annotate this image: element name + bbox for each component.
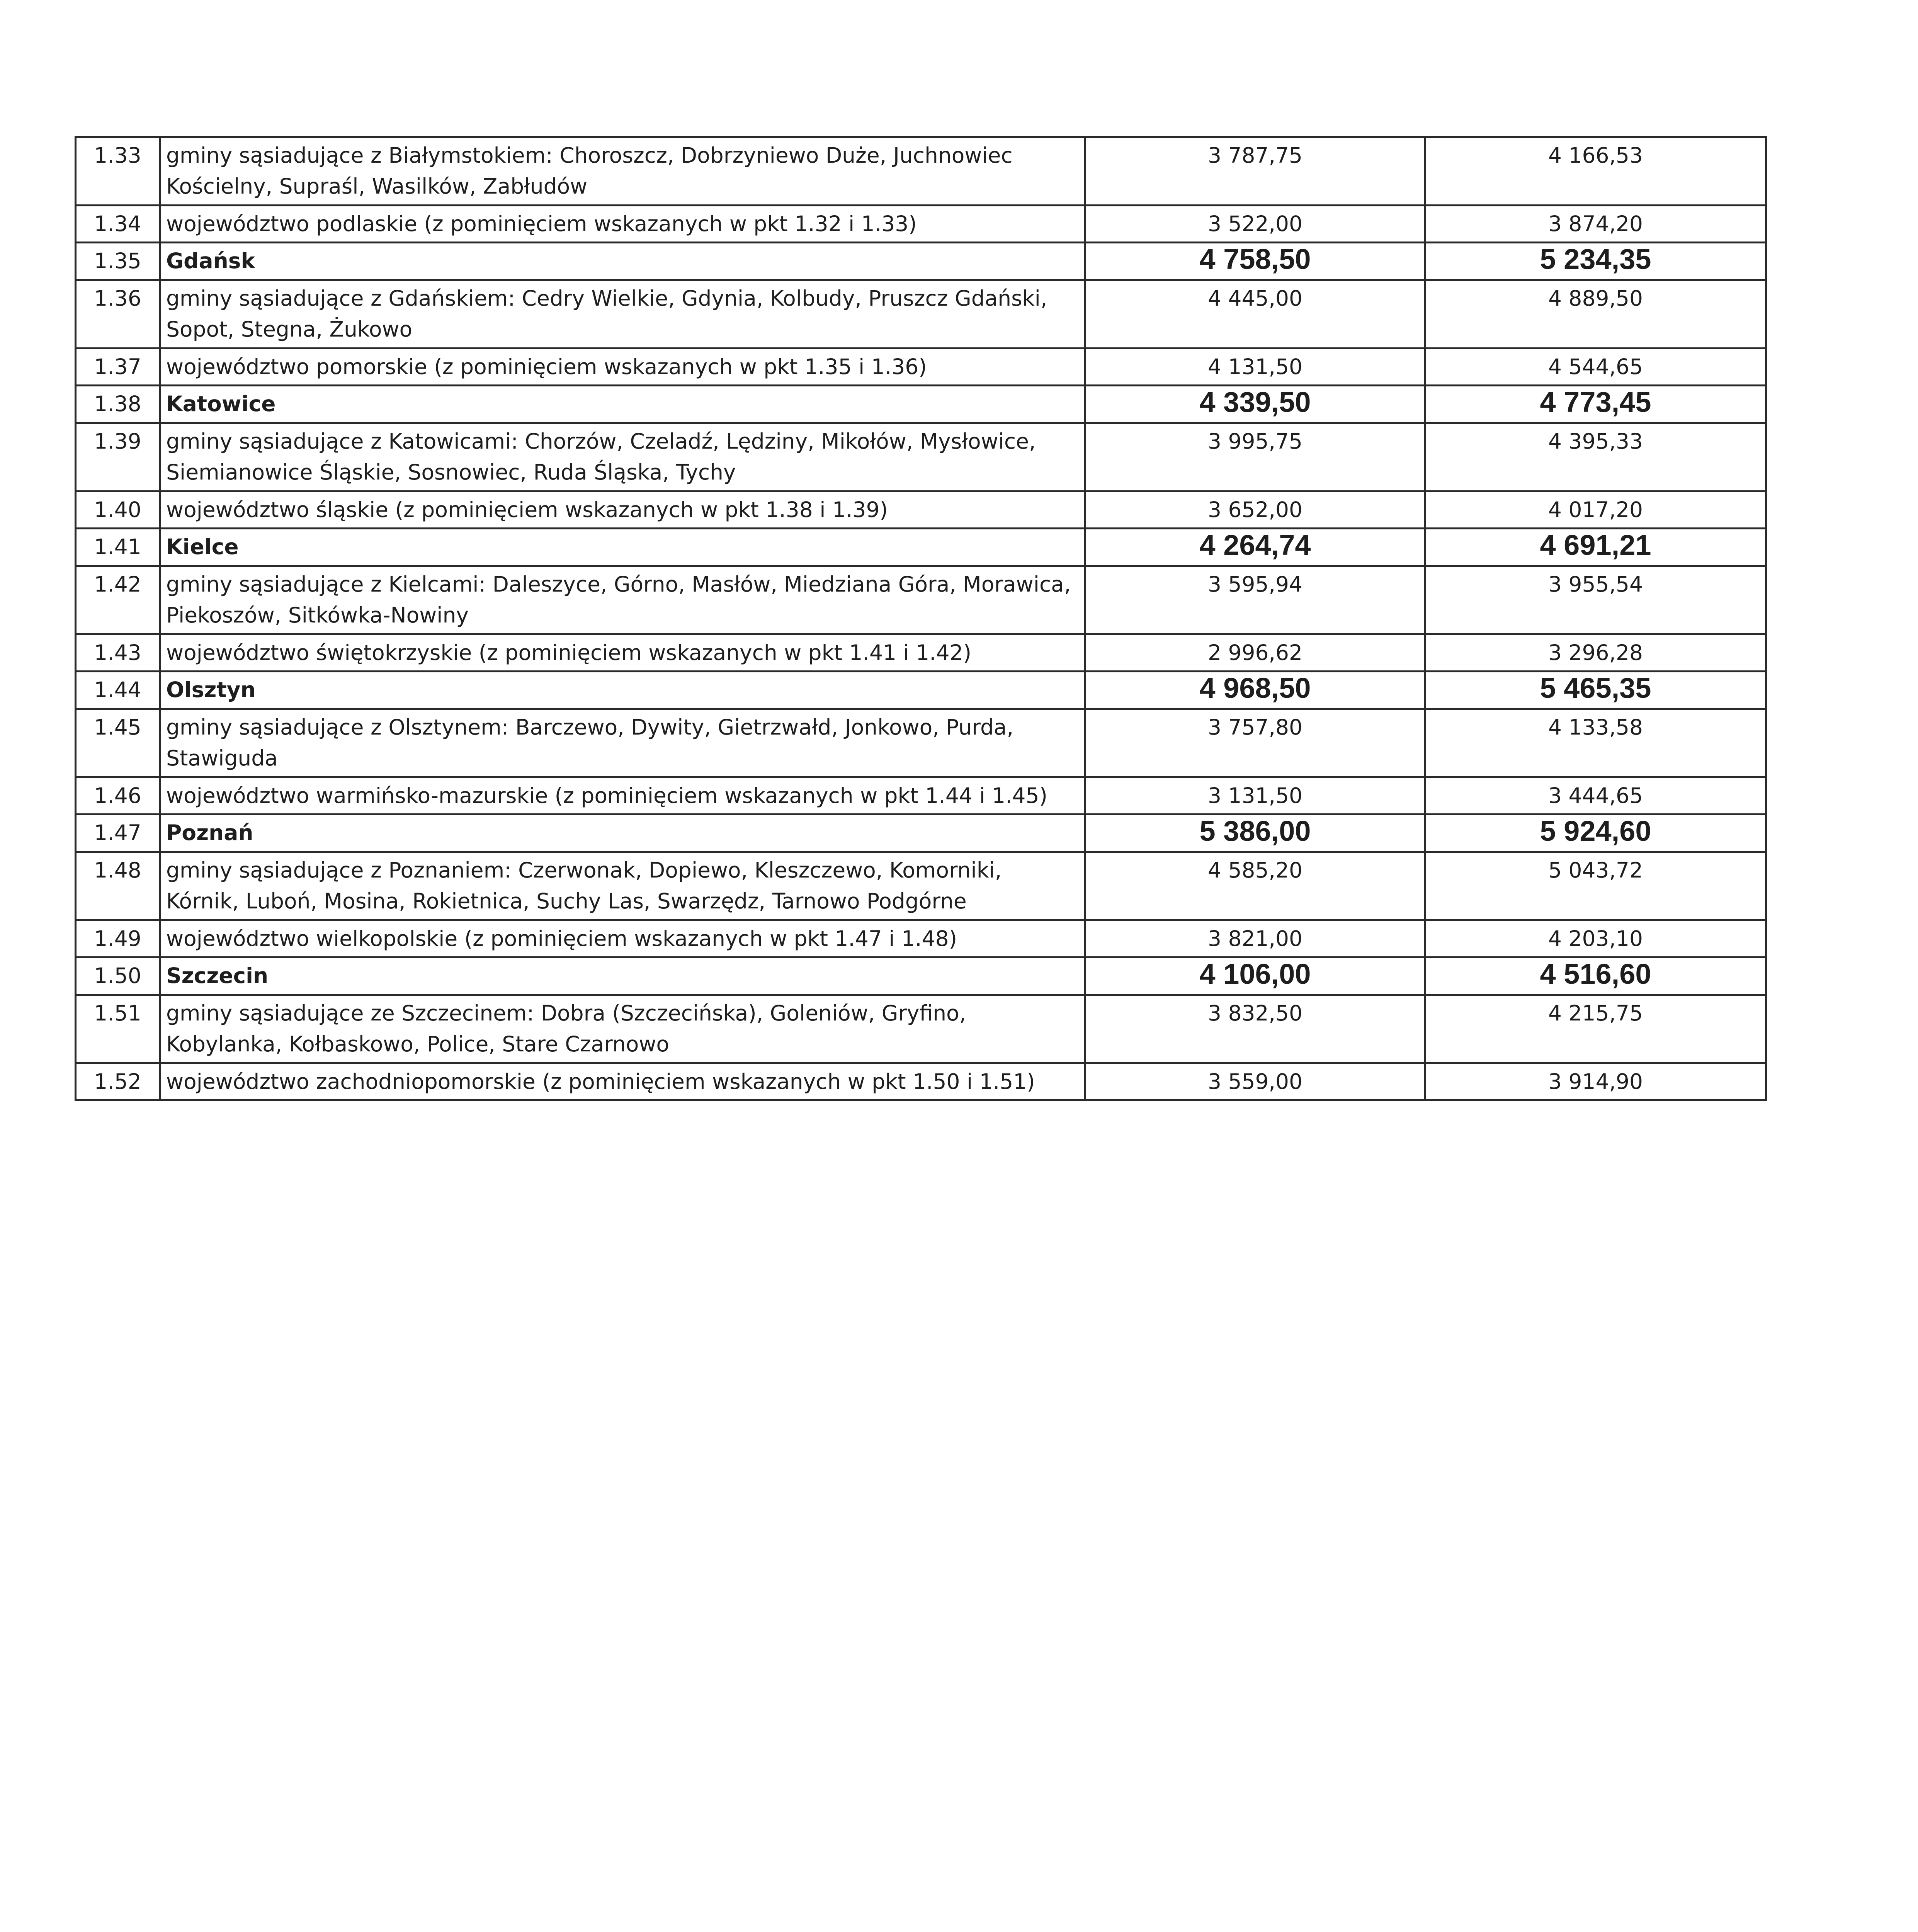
value-col-2: 4 889,50 bbox=[1425, 280, 1766, 349]
table-row bbox=[76, 386, 1766, 423]
row-number: 1.38 bbox=[76, 386, 160, 423]
rates-table bbox=[75, 136, 1767, 1101]
value-col-1: 4 585,20 bbox=[1085, 852, 1425, 920]
value-col-1: 4 445,00 bbox=[1085, 280, 1425, 349]
row-number: 1.51 bbox=[76, 995, 160, 1063]
value-col-1: 4 264,74 bbox=[1085, 529, 1425, 566]
table-row bbox=[76, 243, 1766, 280]
table-row bbox=[76, 920, 1766, 957]
value-col-2: 4 516,60 bbox=[1425, 957, 1766, 995]
table-row bbox=[76, 566, 1766, 634]
table-row bbox=[76, 995, 1766, 1063]
row-number: 1.41 bbox=[76, 529, 160, 566]
row-number: 1.43 bbox=[76, 634, 160, 672]
row-description: województwo podlaskie (z pominięciem wskazanych w pkt 1.32 i 1.33) bbox=[160, 205, 1085, 243]
value-col-1: 4 339,50 bbox=[1085, 386, 1425, 423]
row-number: 1.35 bbox=[76, 243, 160, 280]
table-row bbox=[76, 815, 1766, 852]
row-number: 1.45 bbox=[76, 709, 160, 777]
value-col-1: 3 995,75 bbox=[1085, 423, 1425, 492]
value-col-2: 3 874,20 bbox=[1425, 205, 1766, 243]
row-number: 1.50 bbox=[76, 957, 160, 995]
row-description: gminy sąsiadujące z Gdańskiem: Cedry Wielkie, Gdynia, Kolbudy, Pruszcz Gdański, Sopot, Stegna, Żukowo bbox=[160, 280, 1085, 349]
row-description: Gdańsk bbox=[160, 243, 1085, 280]
value-col-1: 3 595,94 bbox=[1085, 566, 1425, 634]
row-number: 1.47 bbox=[76, 815, 160, 852]
value-col-1: 4 758,50 bbox=[1085, 243, 1425, 280]
row-description: województwo zachodniopomorskie (z pominięciem wskazanych w pkt 1.50 i 1.51) bbox=[160, 1063, 1085, 1100]
table-row bbox=[76, 777, 1766, 815]
row-number: 1.39 bbox=[76, 423, 160, 492]
row-description: województwo pomorskie (z pominięciem wskazanych w pkt 1.35 i 1.36) bbox=[160, 348, 1085, 386]
row-description: gminy sąsiadujące z Poznaniem: Czerwonak, Dopiewo, Kleszczewo, Komorniki, Kórnik, Luboń, Mosina, Rokietnica, Suchy Las, Swarzędz, Tarnowo Podgórne bbox=[160, 852, 1085, 920]
row-description: Szczecin bbox=[160, 957, 1085, 995]
value-col-1: 4 106,00 bbox=[1085, 957, 1425, 995]
row-description: województwo świętokrzyskie (z pominięciem wskazanych w pkt 1.41 i 1.42) bbox=[160, 634, 1085, 672]
table-row bbox=[76, 634, 1766, 672]
value-col-1: 2 996,62 bbox=[1085, 634, 1425, 672]
row-description: gminy sąsiadujące z Kielcami: Daleszyce, Górno, Masłów, Miedziana Góra, Morawica, Piekoszów, Sitkówka-Nowiny bbox=[160, 566, 1085, 634]
value-col-2: 4 215,75 bbox=[1425, 995, 1766, 1063]
value-col-1: 5 386,00 bbox=[1085, 815, 1425, 852]
row-description: gminy sąsiadujące z Olsztynem: Barczewo, Dywity, Gietrzwałd, Jonkowo, Purda, Stawiguda bbox=[160, 709, 1085, 777]
value-col-2: 3 444,65 bbox=[1425, 777, 1766, 815]
row-description: gminy sąsiadujące z Białymstokiem: Choroszcz, Dobrzyniewo Duże, Juchnowiec Kościelny, Supraśl, Wasilków, Zabłudów bbox=[160, 137, 1085, 206]
value-col-1: 3 559,00 bbox=[1085, 1063, 1425, 1100]
table-row bbox=[76, 709, 1766, 777]
value-col-1: 3 652,00 bbox=[1085, 491, 1425, 529]
value-col-2: 5 465,35 bbox=[1425, 672, 1766, 709]
table-row bbox=[76, 852, 1766, 920]
value-col-1: 3 522,00 bbox=[1085, 205, 1425, 243]
value-col-1: 3 821,00 bbox=[1085, 920, 1425, 957]
value-col-2: 4 691,21 bbox=[1425, 529, 1766, 566]
value-col-1: 3 787,75 bbox=[1085, 137, 1425, 206]
row-description: Kielce bbox=[160, 529, 1085, 566]
value-col-1: 3 757,80 bbox=[1085, 709, 1425, 777]
value-col-2: 4 203,10 bbox=[1425, 920, 1766, 957]
row-number: 1.48 bbox=[76, 852, 160, 920]
table-row bbox=[76, 1063, 1766, 1100]
table-row bbox=[76, 957, 1766, 995]
value-col-1: 3 832,50 bbox=[1085, 995, 1425, 1063]
table-row bbox=[76, 672, 1766, 709]
row-number: 1.36 bbox=[76, 280, 160, 349]
row-description: województwo wielkopolskie (z pominięciem wskazanych w pkt 1.47 i 1.48) bbox=[160, 920, 1085, 957]
row-description: województwo śląskie (z pominięciem wskazanych w pkt 1.38 i 1.39) bbox=[160, 491, 1085, 529]
row-number: 1.52 bbox=[76, 1063, 160, 1100]
value-col-1: 3 131,50 bbox=[1085, 777, 1425, 815]
row-number: 1.44 bbox=[76, 672, 160, 709]
row-number: 1.49 bbox=[76, 920, 160, 957]
row-number: 1.46 bbox=[76, 777, 160, 815]
row-number: 1.34 bbox=[76, 205, 160, 243]
row-description: Katowice bbox=[160, 386, 1085, 423]
value-col-2: 3 296,28 bbox=[1425, 634, 1766, 672]
value-col-2: 3 955,54 bbox=[1425, 566, 1766, 634]
row-description: Poznań bbox=[160, 815, 1085, 852]
value-col-1: 4 131,50 bbox=[1085, 348, 1425, 386]
value-col-2: 4 017,20 bbox=[1425, 491, 1766, 529]
table-row bbox=[76, 348, 1766, 386]
table-row bbox=[76, 280, 1766, 349]
value-col-1: 4 968,50 bbox=[1085, 672, 1425, 709]
table-row bbox=[76, 205, 1766, 243]
row-description: Olsztyn bbox=[160, 672, 1085, 709]
value-col-2: 5 234,35 bbox=[1425, 243, 1766, 280]
row-description: województwo warmińsko-mazurskie (z pominięciem wskazanych w pkt 1.44 i 1.45) bbox=[160, 777, 1085, 815]
table-row bbox=[76, 137, 1766, 206]
value-col-2: 4 166,53 bbox=[1425, 137, 1766, 206]
row-description: gminy sąsiadujące ze Szczecinem: Dobra (Szczecińska), Goleniów, Gryfino, Kobylanka, Kołbaskowo, Police, Stare Czarnowo bbox=[160, 995, 1085, 1063]
value-col-2: 4 544,65 bbox=[1425, 348, 1766, 386]
table-row bbox=[76, 491, 1766, 529]
value-col-2: 4 395,33 bbox=[1425, 423, 1766, 492]
table-row bbox=[76, 529, 1766, 566]
value-col-2: 4 773,45 bbox=[1425, 386, 1766, 423]
rates-table-body bbox=[76, 137, 1766, 1100]
row-number: 1.37 bbox=[76, 348, 160, 386]
value-col-2: 4 133,58 bbox=[1425, 709, 1766, 777]
value-col-2: 3 914,90 bbox=[1425, 1063, 1766, 1100]
row-description: gminy sąsiadujące z Katowicami: Chorzów, Czeladź, Lędziny, Mikołów, Mysłowice, Siemianowice Śląskie, Sosnowiec, Ruda Śląska, Tychy bbox=[160, 423, 1085, 492]
row-number: 1.40 bbox=[76, 491, 160, 529]
table-row bbox=[76, 423, 1766, 492]
row-number: 1.33 bbox=[76, 137, 160, 206]
row-number: 1.42 bbox=[76, 566, 160, 634]
value-col-2: 5 043,72 bbox=[1425, 852, 1766, 920]
value-col-2: 5 924,60 bbox=[1425, 815, 1766, 852]
